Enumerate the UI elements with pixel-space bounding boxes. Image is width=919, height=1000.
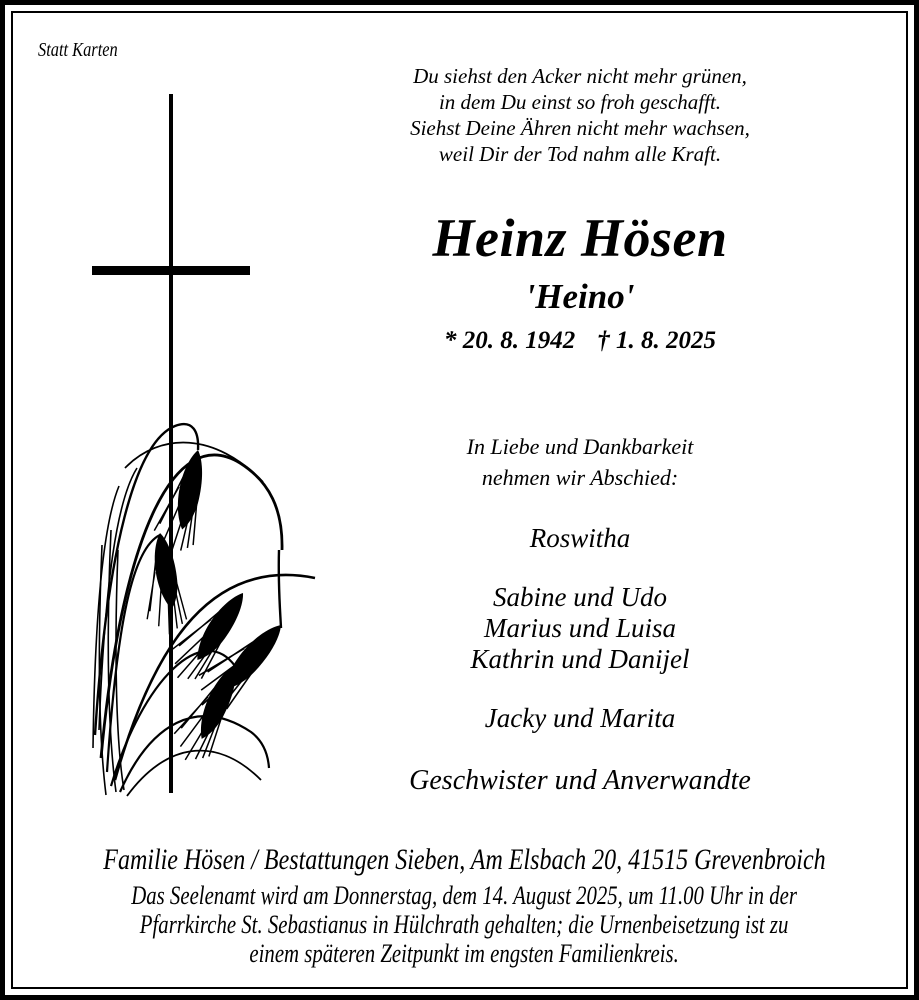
death-date: † 1. 8. 2025 xyxy=(597,327,716,354)
mourner-line: Jacky und Marita xyxy=(484,703,676,733)
poem-line: in dem Du einst so froh geschafft. xyxy=(438,90,722,114)
address-row xyxy=(5,843,919,877)
farewell-intro xyxy=(323,431,837,493)
intro-line: In Liebe und Dankbarkeit xyxy=(466,434,694,459)
address-line: Familie Hösen / Bestattungen Sieben, Am Elsbach 20, 41515 Grevenbroich xyxy=(103,843,826,876)
deceased-nickname: 'Heino' xyxy=(525,277,635,316)
corner-note: Statt Karten xyxy=(38,39,118,61)
mourner-widow: Roswitha xyxy=(529,523,631,553)
poem-line: Du siehst den Acker nicht mehr grünen, xyxy=(413,64,747,88)
mourner-line: Kathrin und Danijel xyxy=(470,644,690,674)
service-line: Das Seelenamt wird am Donnerstag, dem 14. August 2025, um 11.00 Uhr in der xyxy=(131,881,798,910)
cross-wheat-illustration xyxy=(65,80,325,810)
mourner-relatives: Geschwister und Anverwandte xyxy=(409,765,751,796)
mourner-line: Sabine und Udo xyxy=(493,582,667,612)
mourners-children xyxy=(323,582,837,675)
life-dates xyxy=(323,326,837,356)
deceased-name: Heinz Hösen xyxy=(432,208,728,268)
intro-line: nehmen wir Abschied: xyxy=(481,465,679,490)
wheat-ear-icon xyxy=(186,607,293,719)
wheat-icon xyxy=(93,424,315,796)
mourner-line: Marius und Luisa xyxy=(483,613,677,643)
poem-line: Siehst Deine Ähren nicht mehr wachsen, xyxy=(410,116,750,140)
service-notice xyxy=(5,881,919,968)
opening-poem xyxy=(323,63,837,167)
poem-line: weil Dir der Tod nahm alle Kraft. xyxy=(438,142,722,166)
service-line: einem späteren Zeitpunkt im engsten Familienkreis. xyxy=(249,939,680,968)
wheat-ear-icon xyxy=(136,531,189,637)
service-line: Pfarrkirche St. Sebastianus in Hülchrath gehalten; die Urnenbeisetzung ist zu xyxy=(140,910,789,939)
birth-date: * 20. 8. 1942 xyxy=(444,327,576,354)
